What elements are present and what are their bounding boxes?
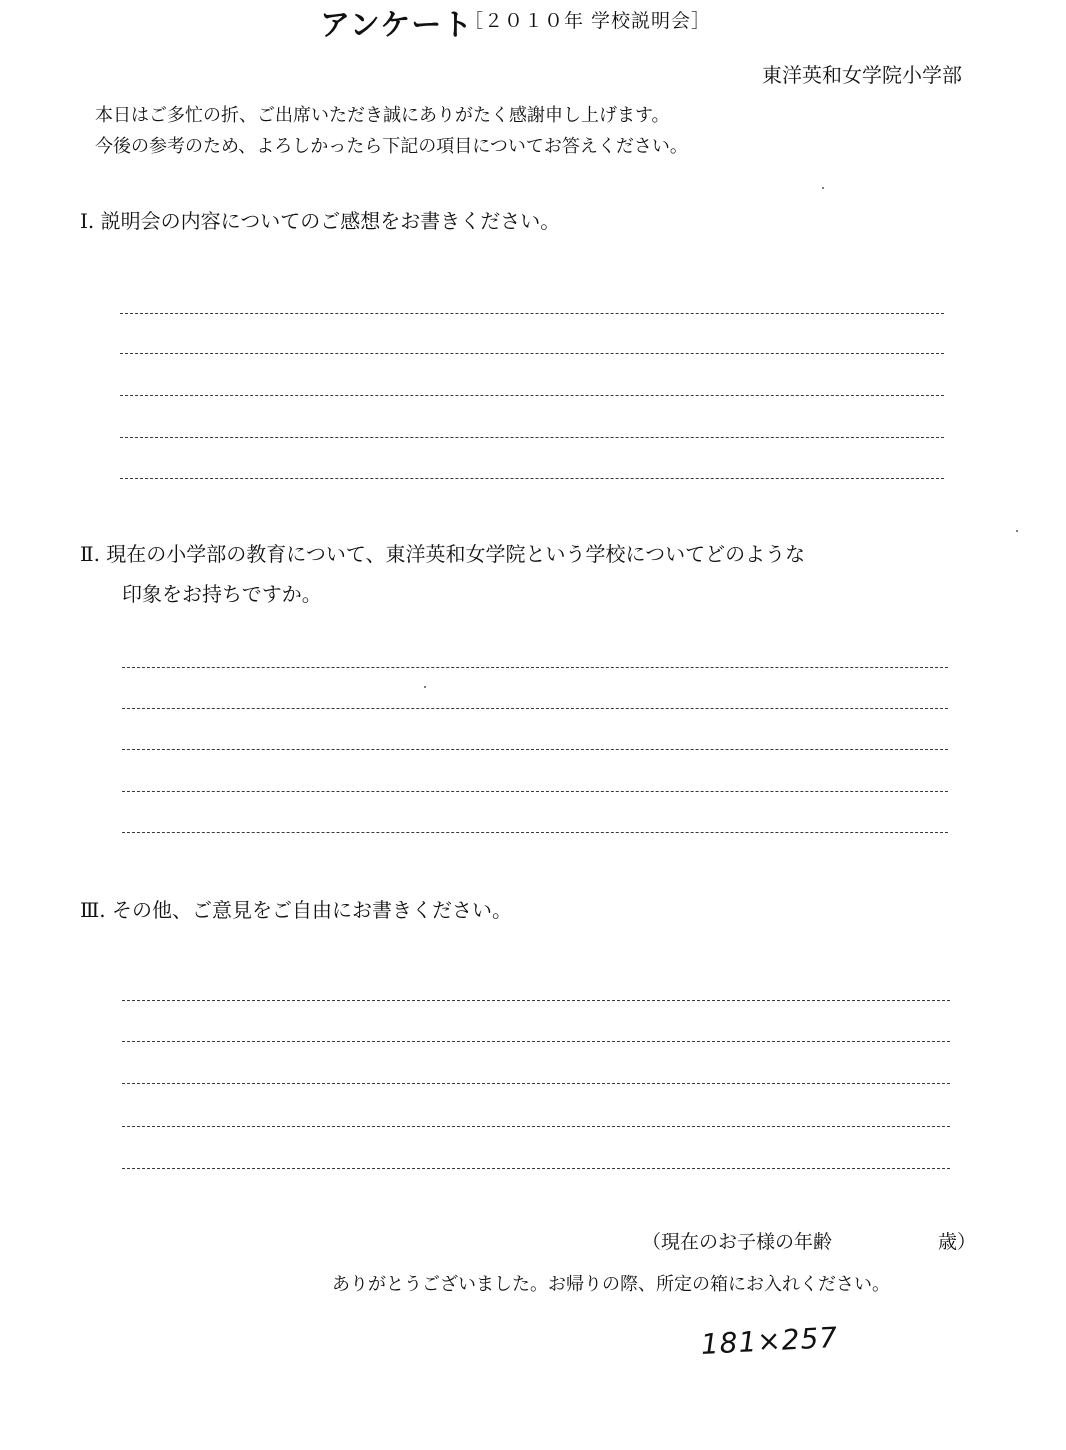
answer-line[interactable]: [120, 313, 944, 314]
child-age-label: （現在のお子様の年齢: [642, 1231, 833, 1253]
answer-line[interactable]: [122, 791, 948, 792]
answer-line[interactable]: [122, 832, 948, 833]
survey-subtitle: ［２０１０年 学校説明会］: [464, 10, 712, 32]
answer-line[interactable]: [122, 708, 948, 709]
question-2-text: Ⅱ. 現在の小学部の教育について、東洋英和女学院という学校についてどのような: [80, 542, 806, 566]
scan-speck: [1016, 530, 1018, 532]
handwritten-note: 181×257: [700, 1320, 839, 1361]
scan-speck: [822, 187, 824, 189]
answer-line[interactable]: [120, 437, 944, 438]
answer-line[interactable]: [122, 667, 948, 668]
answer-line[interactable]: [122, 1083, 950, 1084]
answer-line[interactable]: [120, 353, 944, 354]
answer-line[interactable]: [122, 1041, 950, 1042]
intro-line-2: 今後の参考のため、よろしかったら下記の項目についてお答えください。: [95, 136, 688, 157]
intro-line-1: 本日はご多忙の折、ご出席いただき誠にありがたく感謝申し上げます。: [95, 105, 670, 126]
question-3-text: Ⅲ. その他、ご意見をご自由にお書きください。: [80, 898, 513, 922]
child-age-unit: 歳）: [938, 1231, 977, 1253]
question-2-text-cont: 印象をお持ちですか。: [122, 582, 322, 606]
thanks-message: ありがとうございました。お帰りの際、所定の箱にお入れください。: [332, 1274, 890, 1295]
answer-line[interactable]: [122, 1000, 950, 1001]
school-name: 東洋英和女学院小学部: [762, 63, 962, 87]
scan-speck: [424, 686, 426, 688]
question-1-text: Ⅰ. 説明会の内容についてのご感想をお書きください。: [80, 209, 561, 233]
answer-line[interactable]: [122, 1168, 950, 1169]
answer-line[interactable]: [122, 1126, 950, 1127]
answer-line[interactable]: [120, 395, 944, 396]
answer-line[interactable]: [122, 749, 948, 750]
survey-title: アンケート: [320, 8, 474, 43]
answer-line[interactable]: [120, 478, 944, 479]
